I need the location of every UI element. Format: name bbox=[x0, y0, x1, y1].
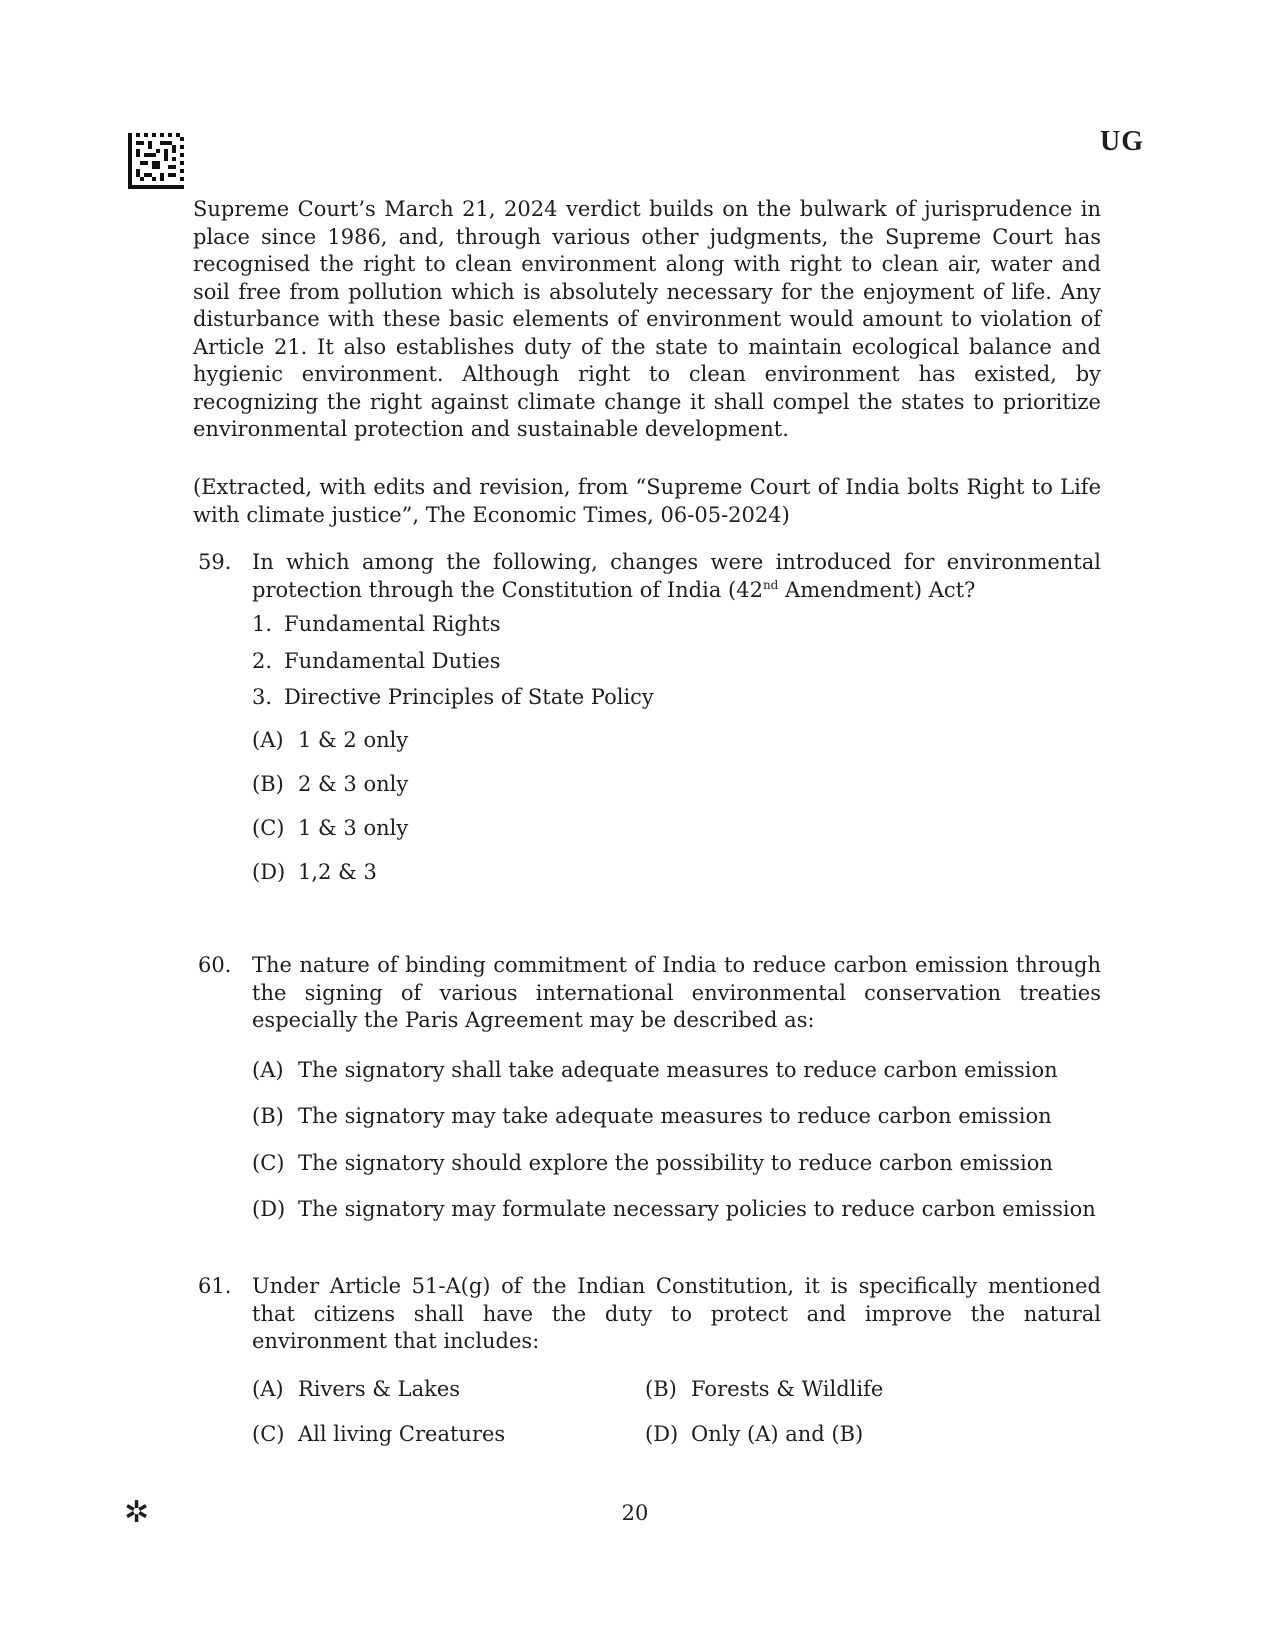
asterisk-mark-icon: ✲ bbox=[124, 1495, 150, 1530]
option-b[interactable]: (B) The signatory may take adequate measures to reduce carbon emission bbox=[252, 1104, 1052, 1128]
question-number: 59. bbox=[198, 550, 232, 574]
question-stem: In which among the following, changes were introduced for environmental protection through the Constitution of India (42nd Amendment) Act? bbox=[252, 550, 1101, 602]
option-a[interactable]: (A) The signatory shall take adequate measures to reduce carbon emission bbox=[252, 1058, 1058, 1082]
option-a[interactable]: (A) 1 & 2 only bbox=[252, 728, 409, 752]
option-d[interactable]: (D) 1,2 & 3 bbox=[252, 860, 377, 884]
statement-2: 2. Fundamental Duties bbox=[251, 649, 501, 673]
question-stem: The nature of binding commitment of India to reduce carbon emission through the signing of various international environmental conservation treaties especially the Paris Agreement may be described as: bbox=[252, 953, 1101, 1032]
page-number: 20 bbox=[621, 1501, 649, 1525]
question-stem: Under Article 51-A(g) of the Indian Constitution, it is specifically mentioned that citizens shall have the duty to protect and improve the natural environment that includes: bbox=[252, 1274, 1101, 1353]
option-d[interactable]: (D) Only (A) and (B) bbox=[645, 1422, 864, 1446]
qr-code-icon bbox=[128, 133, 184, 189]
option-c[interactable]: (C) 1 & 3 only bbox=[252, 816, 409, 840]
passage-source: (Extracted, with edits and revision, from “Supreme Court of India bolts Right to Life with climate justice”, The Economic Times, 06-05-2024) bbox=[193, 475, 1101, 527]
question-number: 60. bbox=[198, 953, 232, 977]
question-number: 61. bbox=[198, 1274, 232, 1298]
option-c[interactable]: (C) The signatory should explore the possibility to reduce carbon emission bbox=[252, 1151, 1053, 1175]
option-b[interactable]: (B) 2 & 3 only bbox=[252, 772, 409, 796]
option-a[interactable]: (A) Rivers & Lakes bbox=[252, 1377, 461, 1401]
statement-3: 3. Directive Principles of State Policy bbox=[251, 685, 654, 709]
option-c[interactable]: (C) All living Creatures bbox=[252, 1422, 506, 1446]
passage-text: Supreme Court’s March 21, 2024 verdict builds on the bulwark of jurisprudence in place since 1986, and, through various other judgments, the Supreme Court has recognised the right to clean environment along with right to clean air, water and soil free from pollution which is absolutely necessary for the enjoyment of life. Any disturbance with these basic elements of environment would amount to violation of Article 21. It also establishes duty of the state to maintain ecological balance and hygienic environment. Although right to clean environment has existed, by recognizing the right against climate change it shall compel the states to prioritize environmental protection and sustainable development. bbox=[193, 197, 1101, 441]
statement-1: 1. Fundamental Rights bbox=[251, 612, 501, 636]
option-d[interactable]: (D) The signatory may formulate necessary policies to reduce carbon emission bbox=[252, 1197, 1096, 1221]
exam-code: UG bbox=[1100, 126, 1144, 157]
option-b[interactable]: (B) Forests & Wildlife bbox=[645, 1377, 884, 1401]
